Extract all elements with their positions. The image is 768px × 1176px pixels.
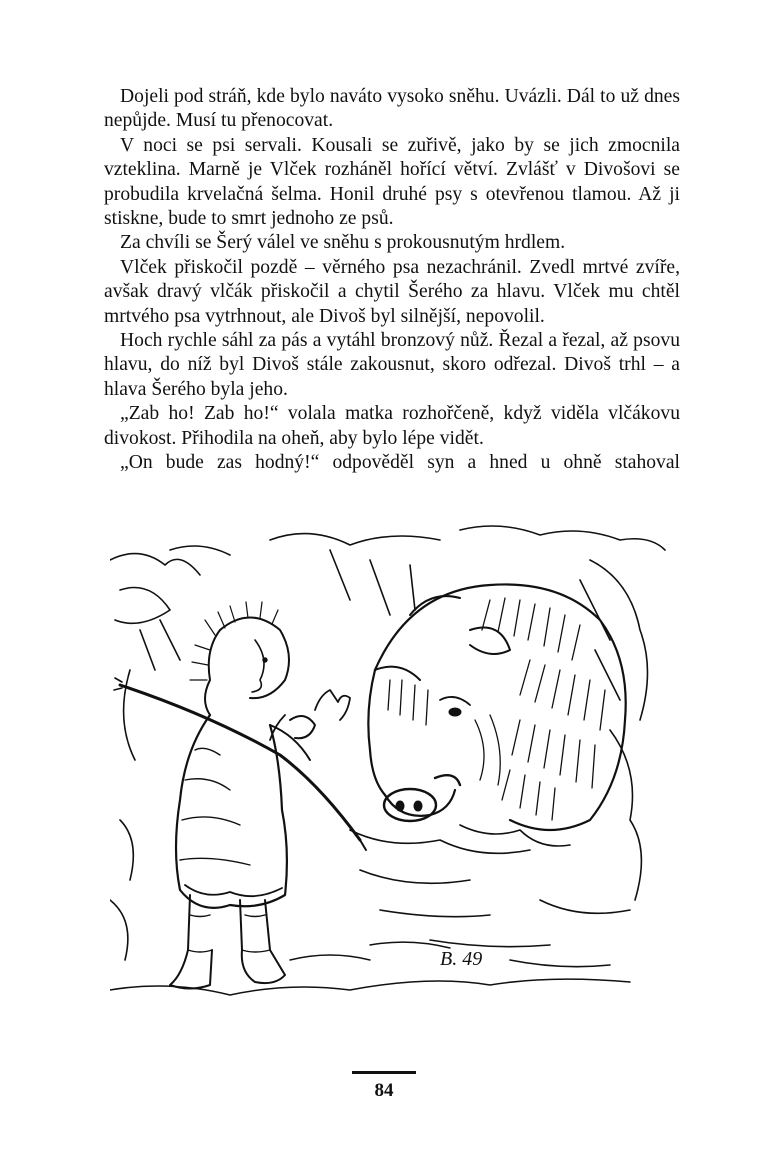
page-number: 84 (374, 1080, 394, 1101)
paragraph: Hoch rychle sáhl za pás a vytáhl bronzový nůž. Řezal a řezal, až psovu hlavu, do níž byl Divoš stále zakousnut, skoro odřezal. Divoš trhl – a hlava Šerého byla jeho. (104, 330, 680, 400)
paragraph: „On bude zas hodný!“ odpověděl syn a hned u ohně stahoval (120, 452, 680, 474)
paragraph: Vlček přiskočil pozdě – věrného psa nezachránil. Zvedl mrtvé zvíře, avšak dravý vlčák přiskočil a chytil Šerého za hlavu. Vlček mu chtěl mrtvého psa vytrhnout, ale Divoš byl silnější, nepovolil. (104, 256, 680, 327)
illustration-signature: B. 49 (440, 948, 483, 970)
paragraph: „Zab ho! Zab ho!“ volala matka rozhořčeně, když viděla vlčákovu divokost. Přihodila na oheň, aby bylo lépe vidět. (104, 403, 680, 449)
footer-rule (352, 1071, 416, 1074)
paragraph: V noci se psi servali. Kousali se zuřivě, jako by se jich zmocnila vzteklina. Marně je Vlček rozháněl hořící větví. Zvlášť v Divošovi se probudila krvelačná šelma. Honil druhé psy s otevřenou tlamou. Až ji stiskne, bude to smrt jednoho ze psů. (104, 134, 680, 230)
body-text (104, 85, 680, 476)
illustration-boy-and-boar (110, 520, 670, 1010)
paragraph: Za chvíli se Šerý válel ve sněhu s prokousnutým hrdlem. (120, 232, 566, 254)
wild-boar-drawing (368, 584, 625, 846)
paragraph: Dojeli pod stráň, kde bylo naváto vysoko sněhu. Uvázli. Dál to už dnes nepůjde. Musí tu přenocovat. (104, 86, 680, 132)
